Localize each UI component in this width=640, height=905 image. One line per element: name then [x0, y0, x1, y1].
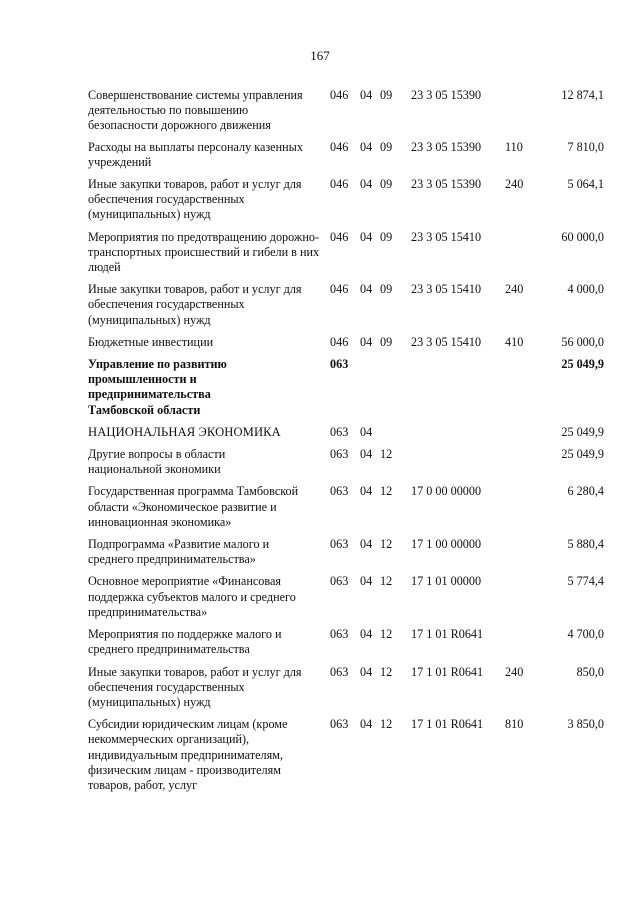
row-rz: 04 [360, 229, 373, 244]
row-ved: 063 [330, 627, 349, 642]
row-name: НАЦИОНАЛЬНАЯ ЭКОНОМИКА [88, 424, 281, 439]
row-pr: 09 [380, 177, 393, 192]
row-sum: 25 049,9 [561, 424, 604, 439]
table-row [88, 484, 608, 530]
table-row [88, 574, 608, 620]
table-row [88, 140, 608, 170]
row-vr: 240 [505, 282, 524, 297]
row-rz: 04 [360, 574, 373, 589]
row-name: Мероприятия по предотвращению дорожно-транспортных происшествий и гибели в них людей [88, 229, 320, 275]
row-csr: 23 3 05 15410 [411, 229, 482, 244]
row-ved: 046 [330, 334, 349, 349]
table-row [88, 537, 608, 567]
row-name: Иные закупки товаров, работ и услуг для обеспечения государственных (муниципальных) нужд [88, 177, 302, 222]
row-rz: 04 [360, 424, 373, 439]
row-csr: 23 3 05 15390 [411, 177, 482, 192]
row-sum: 5 880,4 [567, 537, 604, 552]
row-sum: 5 064,1 [567, 177, 604, 192]
row-ved: 063 [330, 574, 349, 589]
row-sum: 25 049,9 [561, 357, 604, 372]
row-name: Подпрограмма «Развитие малого и среднего предпринимательства» [88, 537, 270, 567]
row-sum: 12 874,1 [561, 88, 604, 102]
row-vr: 110 [505, 139, 523, 154]
row-name: Государственная программа Тамбовской области «Экономическое развитие и инновационная экономика» [88, 484, 299, 529]
table-row-department [88, 357, 608, 418]
budget-table [88, 88, 608, 800]
row-vr: 240 [505, 664, 524, 679]
row-csr: 17 1 01 R0641 [411, 627, 484, 642]
row-pr: 09 [380, 282, 393, 297]
table-row-section [88, 425, 608, 440]
row-rz: 04 [360, 334, 373, 349]
row-sum: 4 000,0 [567, 282, 604, 297]
row-name: Совершенствование системы управления деятельностью по повышению безопасности дорожного движения [88, 88, 303, 133]
row-pr: 12 [380, 717, 393, 732]
table-row [88, 627, 608, 657]
row-ved: 063 [330, 717, 349, 732]
row-csr: 17 1 01 00000 [411, 574, 482, 589]
row-pr: 09 [380, 229, 393, 244]
row-pr: 12 [380, 447, 393, 462]
table-row [88, 335, 608, 350]
row-ved: 063 [330, 424, 349, 439]
row-csr: 23 3 05 15390 [411, 88, 482, 102]
row-vr: 240 [505, 177, 524, 192]
row-csr: 23 3 05 15410 [411, 334, 482, 349]
row-ved: 063 [330, 484, 349, 499]
row-csr: 17 0 00 00000 [411, 484, 482, 499]
row-ved: 063 [330, 537, 349, 552]
row-name: Бюджетные инвестиции [88, 334, 214, 349]
row-sum: 56 000,0 [561, 334, 604, 349]
row-name: Другие вопросы в области национальной экономики [88, 447, 226, 477]
row-csr: 17 1 01 R0641 [411, 717, 484, 732]
row-csr: 23 3 05 15410 [411, 282, 482, 297]
table-row [88, 177, 608, 223]
row-ved: 046 [330, 177, 349, 192]
row-name: Мероприятия по поддержке малого и среднего предпринимательства [88, 627, 282, 657]
row-ved: 046 [330, 229, 349, 244]
row-ved: 063 [330, 664, 349, 679]
row-sum: 60 000,0 [561, 229, 604, 244]
page-number: 167 [310, 48, 330, 63]
table-row [88, 717, 608, 793]
row-rz: 04 [360, 664, 373, 679]
row-sum: 6 280,4 [567, 484, 604, 499]
row-vr: 810 [505, 717, 524, 732]
row-sum: 3 850,0 [567, 717, 604, 732]
row-vr: 410 [505, 334, 524, 349]
row-pr: 12 [380, 664, 393, 679]
row-ved: 046 [330, 139, 349, 154]
row-rz: 04 [360, 717, 373, 732]
row-ved: 063 [330, 447, 349, 462]
table-row [88, 230, 608, 276]
row-pr: 09 [380, 334, 393, 349]
row-pr: 12 [380, 574, 393, 589]
row-sum: 5 774,4 [567, 574, 604, 589]
row-pr: 12 [380, 627, 393, 642]
row-ved: 063 [330, 357, 349, 372]
row-csr: 17 1 01 R0641 [411, 664, 484, 679]
row-sum: 4 700,0 [567, 627, 604, 642]
row-pr: 12 [380, 484, 393, 499]
row-sum: 850,0 [576, 664, 604, 679]
row-sum: 7 810,0 [567, 139, 604, 154]
row-name: Субсидии юридическим лицам (кроме некоммерческих организаций), индивидуальным предпринимателям, физическим лицам - производителям товаров, работ, услуг [88, 717, 288, 792]
row-name: Управление по развитию промышленности и предпринимательства Тамбовской области [88, 357, 227, 417]
row-name: Основное мероприятие «Финансовая поддержка субъектов малого и среднего предпринимательства» [88, 574, 296, 619]
row-rz: 04 [360, 484, 373, 499]
table-row [88, 447, 608, 477]
row-csr: 23 3 05 15390 [411, 139, 482, 154]
row-pr: 09 [380, 139, 393, 154]
row-ved: 046 [330, 88, 349, 102]
row-name: Иные закупки товаров, работ и услуг для обеспечения государственных (муниципальных) нужд [88, 282, 302, 327]
row-rz: 04 [360, 282, 373, 297]
row-pr: 09 [380, 88, 393, 102]
row-rz: 04 [360, 537, 373, 552]
row-pr: 12 [380, 537, 393, 552]
row-sum: 25 049,9 [561, 447, 604, 462]
row-rz: 04 [360, 627, 373, 642]
row-name: Расходы на выплаты персоналу казенных учреждений [88, 139, 303, 169]
table-row [88, 88, 608, 134]
row-rz: 04 [360, 177, 373, 192]
table-row [88, 282, 608, 328]
row-rz: 04 [360, 447, 373, 462]
row-ved: 046 [330, 282, 349, 297]
row-name: Иные закупки товаров, работ и услуг для обеспечения государственных (муниципальных) нужд [88, 664, 302, 709]
row-rz: 04 [360, 88, 373, 102]
row-csr: 17 1 00 00000 [411, 537, 482, 552]
table-row [88, 665, 608, 711]
row-rz: 04 [360, 139, 373, 154]
